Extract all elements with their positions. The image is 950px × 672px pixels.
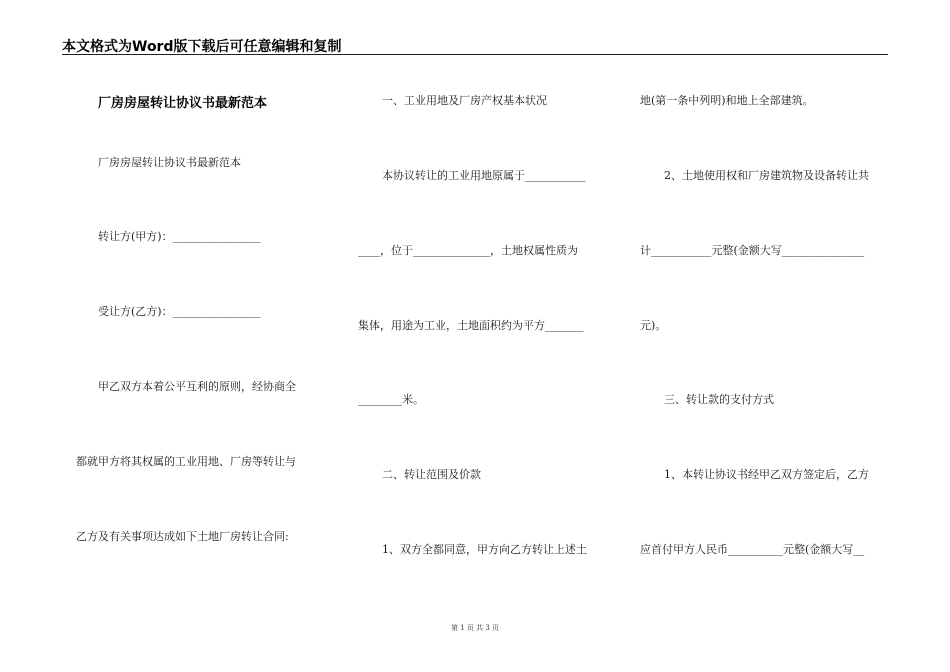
paragraph-line: 集体，用途为工业，土地面积约为平方_______ bbox=[358, 319, 584, 332]
section-heading: 三、转让款的支付方式 bbox=[664, 393, 774, 406]
column-1 bbox=[62, 0, 322, 672]
paragraph-line: 计___________元整(金额大写_______________ bbox=[640, 244, 865, 257]
paragraph-line: ________米。 bbox=[358, 393, 424, 406]
paragraph-line: ____，位于______________，土地权属性质为 bbox=[358, 244, 578, 257]
paragraph-line: 1、双方全都同意，甲方向乙方转让上述土 bbox=[382, 543, 587, 556]
section-heading: 一、工业用地及厂房产权基本状况 bbox=[382, 94, 547, 107]
paragraph-line: 都就甲方将其权属的工业用地、厂房等转让与 bbox=[76, 455, 296, 468]
transferor-line: 转让方(甲方)：________________ bbox=[98, 230, 261, 243]
paragraph-line: 乙方及有关事项达成如下土地厂房转让合同: bbox=[76, 530, 289, 543]
paragraph-line: 甲乙双方本着公平互利的原则，经协商全 bbox=[98, 380, 296, 393]
paragraph-line: 本协议转让的工业用地原属于___________ bbox=[382, 169, 586, 182]
document-title: 厂房房屋转让协议书最新范本 bbox=[98, 96, 268, 111]
column-3 bbox=[630, 0, 890, 672]
header-title: 本文格式为Word版下载后可任意编辑和复制 bbox=[62, 39, 342, 55]
transferee-line: 受让方(乙方)：________________ bbox=[98, 305, 261, 318]
paragraph-line: 1、本转让协议书经甲乙双方签定后，乙方 bbox=[664, 468, 869, 481]
paragraph-line: 元)。 bbox=[640, 319, 667, 332]
paragraph-line: 2、土地使用权和厂房建筑物及设备转让共 bbox=[664, 169, 869, 182]
paragraph-line: 地(第一条中列明)和地上全部建筑。 bbox=[640, 94, 814, 107]
paragraph-line: 应首付甲方人民币__________元整(金额大写__ bbox=[640, 543, 865, 556]
page-number: 第 1 页 共 3 页 bbox=[450, 624, 500, 632]
section-heading: 二、转让范围及价款 bbox=[382, 468, 481, 481]
column-2 bbox=[350, 0, 610, 672]
paragraph-line: 厂房房屋转让协议书最新范本 bbox=[98, 156, 241, 169]
